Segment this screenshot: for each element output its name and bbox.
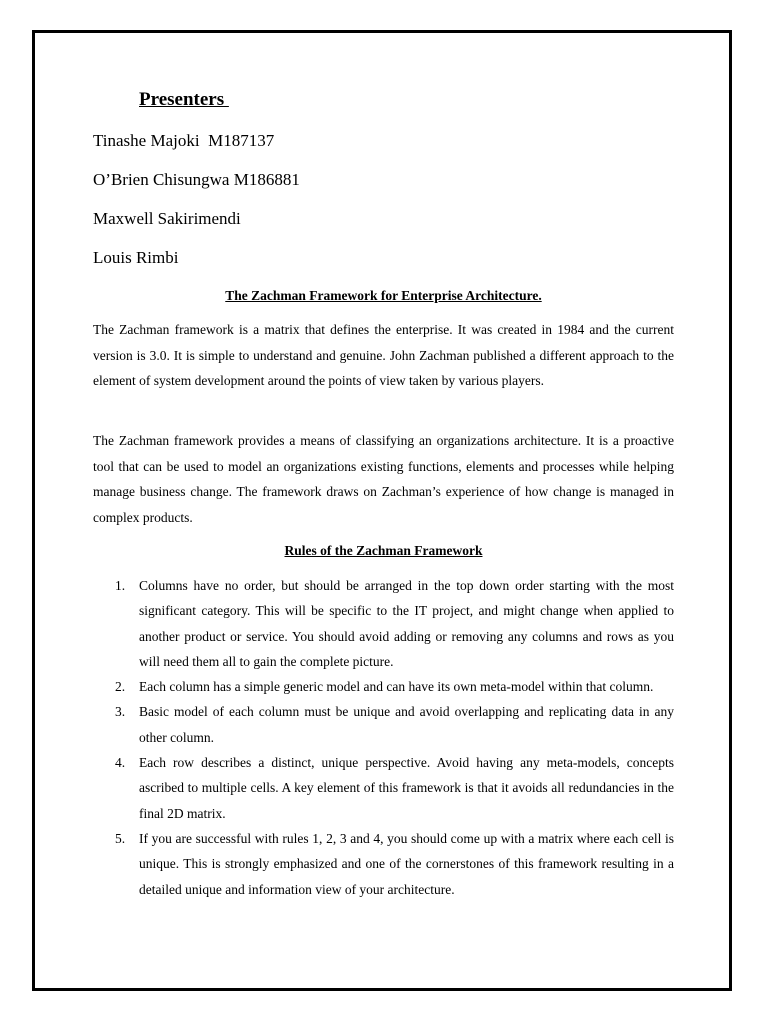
rule-text: Each row describes a distinct, unique perspective. Avoid having any meta-models, concepts ascribed to multiple cells. A key element of this framework is that it avoids all redundancies in the final 2D matrix. [139, 755, 674, 821]
rule-item [115, 826, 674, 902]
section-title: The Zachman Framework for Enterprise Architecture. [225, 288, 542, 303]
rule-text: Each column has a simple generic model and can have its own meta-model within that column. [139, 679, 654, 695]
body-paragraph: The Zachman framework provides a means of classifying an organizations architecture. It is a proactive tool that can be used to model an organizations existing functions, elements and processes while helping manage business change. The framework draws on Zachman’s experience of how change is managed in complex products. [93, 433, 674, 525]
rule-number: 1. [115, 578, 126, 593]
rules-title: Rules of the Zachman Framework [284, 543, 483, 558]
rule-item [115, 699, 674, 750]
rule-text: If you are successful with rules 1, 2, 3 and 4, you should come up with a matrix where each cell is unique. This is strongly emphasized and one of the cornerstones of this framework resulting in a detailed unique and information view of your architecture. [139, 830, 674, 897]
presenter-name: Louis Rimbi [93, 248, 179, 267]
rule-number: 3. [115, 704, 126, 720]
body-paragraph: The Zachman framework is a matrix that defines the enterprise. It was created in 1984 and the current version is 3.0. It is simple to understand and genuine. John Zachman published a different approach to the element of system development around the points of view taken by various players. [93, 322, 674, 388]
rule-number: 5. [115, 830, 126, 846]
presenter-name: Tinashe Majoki M187137 [93, 131, 275, 150]
rule-item [115, 750, 674, 826]
rule-item [115, 573, 674, 674]
rule-text: Basic model of each column must be unique and avoid overlapping and replicating data in any other column. [139, 704, 674, 745]
rule-number: 4. [115, 755, 126, 771]
rules-list [115, 573, 674, 902]
presenters-heading: Presenters [139, 89, 229, 110]
rule-item [115, 674, 674, 699]
rule-text: Columns have no order, but should be arranged in the top down order starting with the most significant category. This will be specific to the IT project, and might change when applied to another product or service. You should avoid adding or removing any columns and rows as you will need them all to gain the complete picture. [139, 578, 674, 669]
presenter-name: Maxwell Sakirimendi [93, 209, 241, 228]
presenter-name: O’Brien Chisungwa M186881 [93, 170, 300, 189]
rule-number: 2. [115, 679, 126, 695]
